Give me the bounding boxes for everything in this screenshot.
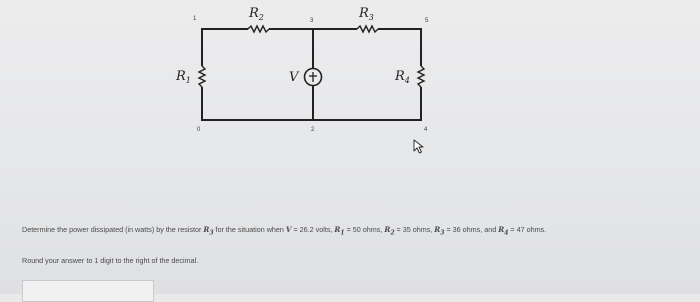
question-line-1 <box>22 224 692 239</box>
resistor-r1-zigzag <box>199 66 205 87</box>
value-v: = 26.2 volts, <box>293 225 333 234</box>
label-r2: $R_2$ <box>249 6 264 22</box>
question-text <box>22 224 692 267</box>
var-r2: $R_2$ <box>384 225 395 237</box>
value-r4: = 47 ohms. <box>510 225 547 234</box>
node-label-4: 4 <box>424 127 428 133</box>
question-mid: for the situation when <box>215 225 284 234</box>
var-r3: $R_3$ <box>434 225 445 237</box>
value-r1: = 50 ohms, <box>346 225 383 234</box>
node-label-0: 0 <box>197 127 201 133</box>
node-label-3: 3 <box>310 18 314 24</box>
node-label-2: 2 <box>311 127 315 133</box>
question-line-2: Round your answer to 1 digit to the right of the decimal. <box>22 256 199 266</box>
label-v: V <box>289 70 299 85</box>
value-r2: = 35 ohms, <box>396 225 433 234</box>
label-r3: $R_3$ <box>359 6 374 22</box>
target-resistor: $R_3$ <box>203 225 214 237</box>
node-label-5: 5 <box>425 18 429 24</box>
var-r1: $R_1$ <box>334 225 345 237</box>
label-r1: $R_1$ <box>176 69 191 85</box>
resistor-r3-zigzag <box>357 26 378 32</box>
question-prefix: Determine the power dissipated (in watts) by the resistor <box>22 225 202 234</box>
resistor-r2-zigzag <box>248 26 269 32</box>
value-r3: = 36 ohms, and <box>446 225 497 234</box>
label-r4: $R_4$ <box>395 69 410 85</box>
var-r4: $R_4$ <box>498 225 509 237</box>
resistor-r4-zigzag <box>418 66 424 87</box>
answer-input[interactable] <box>22 280 154 302</box>
mouse-cursor-icon <box>414 140 423 153</box>
node-label-1: 1 <box>193 16 197 22</box>
voltage-source-icon <box>305 69 322 86</box>
var-v: V <box>285 225 292 234</box>
